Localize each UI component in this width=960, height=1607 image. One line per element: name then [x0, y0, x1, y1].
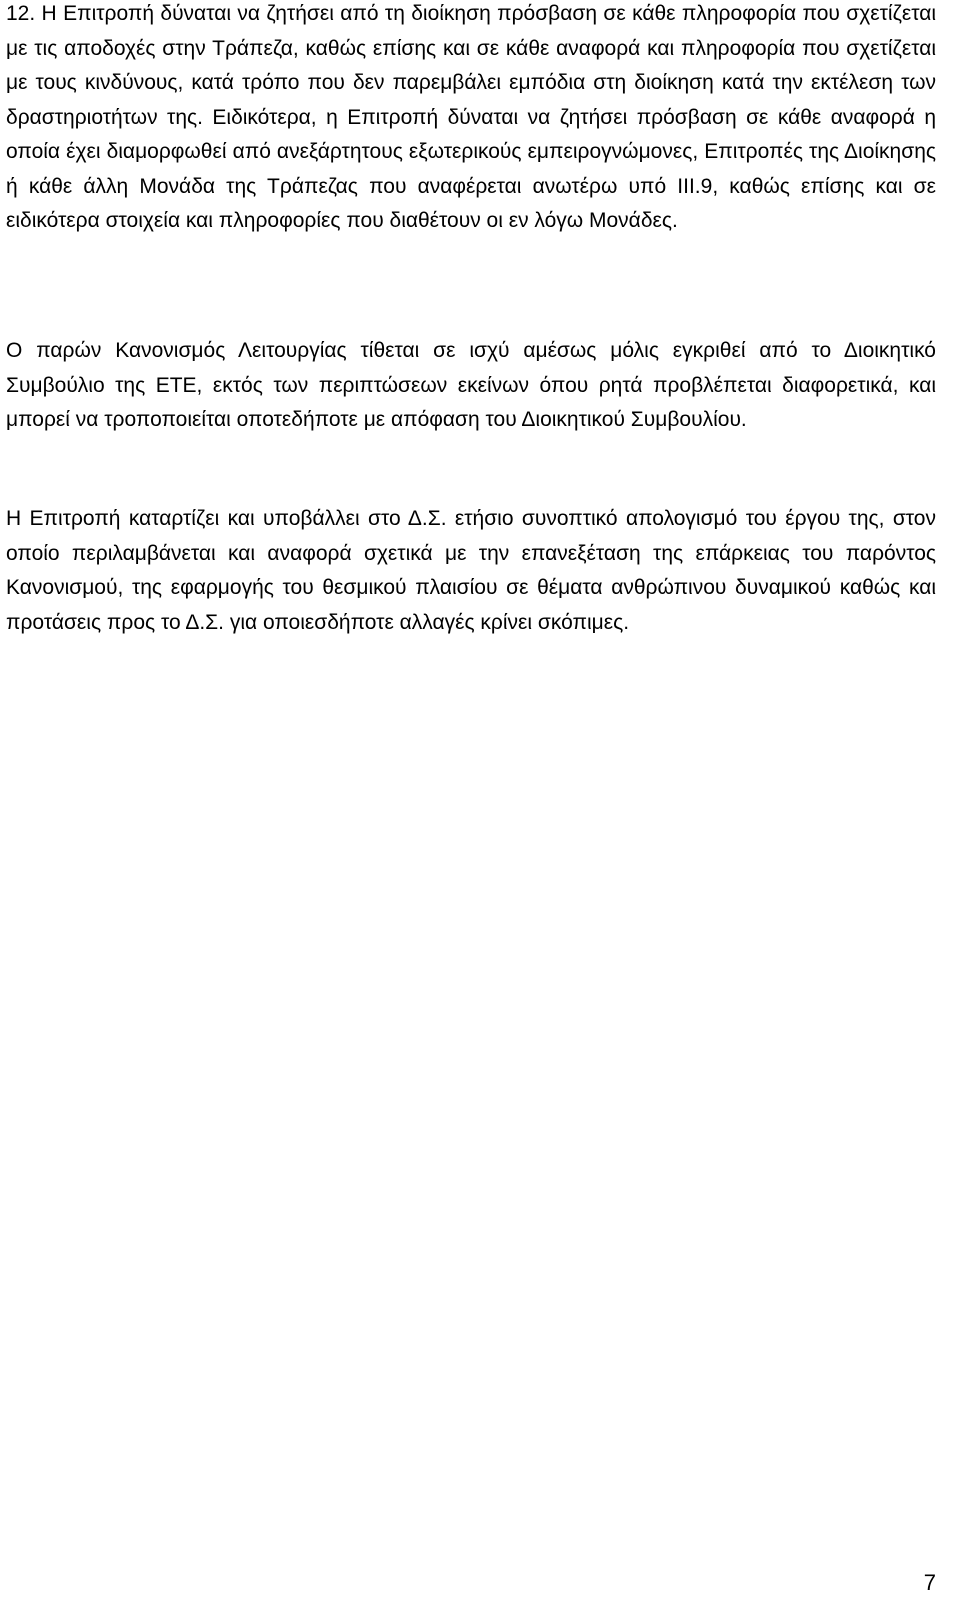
page-number: 7 [923, 1570, 936, 1595]
paragraph-regulation-effective: Ο παρών Κανονισμός Λειτουργίας τίθεται σε ισχύ αμέσως μόλις εγκριθεί από το Διοικητικό Συμβούλιο της ΕΤΕ, εκτός των περιπτώσεων εκείνων όπου ρητά προβλέπεται διαφορετικά, και μπορεί να τροποποιείται οποτεδήποτε με απόφαση του Διοικητικού Συμβουλίου. [6, 339, 936, 431]
paragraph-12-committee-access: 12. Η Επιτροπή δύναται να ζητήσει από τη διοίκηση πρόσβαση σε κάθε πληροφορία που σχετίζεται με τις αποδοχές στην Τράπεζα, καθώς επίσης και σε κάθε αναφορά και πληροφορία που σχετίζεται με τους κινδύνους, κατά τρόπο που δεν παρεμβάλει εμπόδια στη διοίκηση κατά την εκτέλεση των δραστηριοτήτων της. Ειδικότερα, η Επιτροπή δύναται να ζητήσει πρόσβαση σε κάθε αναφορά η οποία έχει διαμορφωθεί από ανεξάρτητους εξωτερικούς εμπειρογνώμονες, Επιτροπές της Διοίκησης ή κάθε άλλη Μονάδα της Τράπεζας που αναφέρεται ανωτέρω υπό ΙΙΙ.9, καθώς επίσης και σε ειδικότερα στοιχεία και πληροφορίες που διαθέτουν οι εν λόγω Μονάδες. [6, 2, 936, 232]
paragraph-annual-report: Η Επιτροπή καταρτίζει και υποβάλλει στο Δ.Σ. ετήσιο συνοπτικό απολογισμό του έργου της, στον οποίο περιλαμβάνεται και αναφορά σχετικά με την επανεξέταση της επάρκειας του παρόντος Κανονισμού, της εφαρμογής του θεσμικού πλαισίου σε θέματα ανθρώπινου δυναμικού καθώς και προτάσεις προς το Δ.Σ. για οποιεσδήποτε αλλαγές κρίνει σκόπιμες. [6, 507, 936, 634]
